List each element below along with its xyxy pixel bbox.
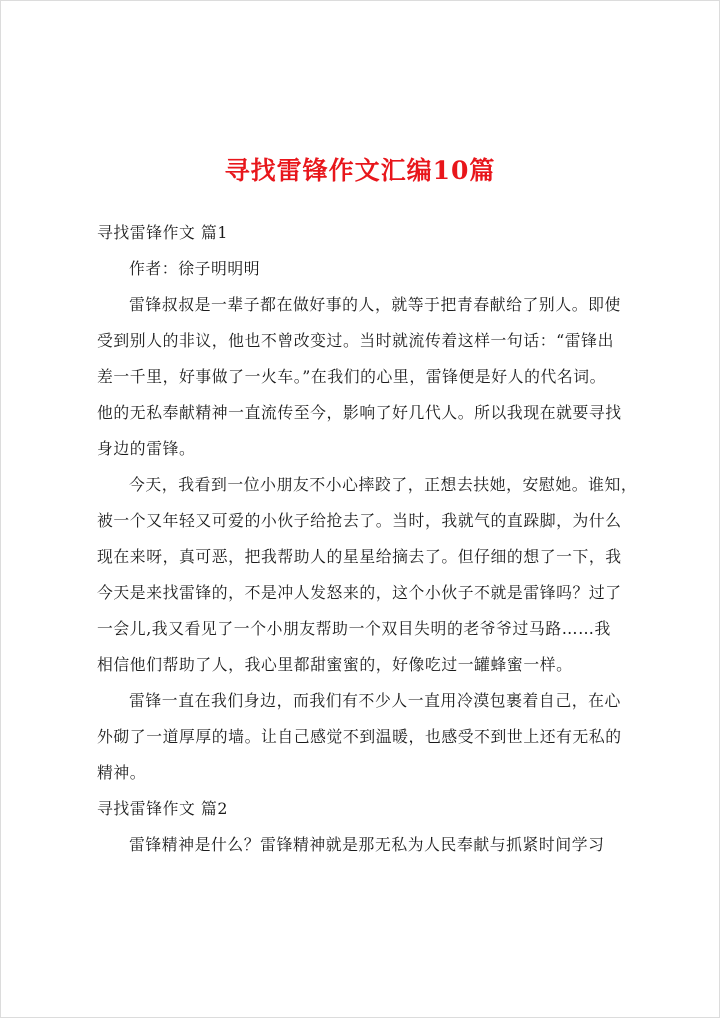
paragraph-line: 雷锋精神是什么？雷锋精神就是那无私为人民奉献与抓紧时间学习 [129, 835, 605, 854]
paragraph-line: 他的无私奉献精神一直流传至今，影响了好几代人。所以我现在就要寻找 [97, 403, 622, 422]
paragraph-line: 今天是来找雷锋的，不是冲人发怒来的，这个小伙子不就是雷锋吗？过了 [97, 583, 622, 602]
paragraph-line: 身边的雷锋。 [97, 439, 196, 458]
paragraph-line: 雷锋叔叔是一辈子都在做好事的人，就等于把青春献给了别人。即使 [129, 295, 621, 314]
paragraph-2 [97, 467, 638, 683]
author-line: 作者：徐子明明明 [129, 259, 261, 278]
paragraph-line: 外砌了一道厚厚的墙。让自己感觉不到温暖，也感受不到世上还有无私的 [97, 727, 622, 746]
section-heading-2: 寻找雷锋作文 篇2 [97, 799, 229, 818]
paragraph-line: 今天，我看到一位小朋友不小心摔跤了，正想去扶她，安慰她。谁知， [129, 475, 638, 494]
paragraph-line: 精神。 [97, 763, 147, 782]
paragraph-1 [97, 287, 633, 467]
paragraph-line: 现在来呀，真可恶，把我帮助人的星星给摘去了。但仔细的想了一下，我 [97, 547, 622, 566]
paragraph-line: 相信他们帮助了人，我心里都甜蜜蜜的，好像吃过一罐蜂蜜一样。 [97, 655, 573, 674]
paragraph-line: 差一千里，好事做了一火车。”在我们的心里，雷锋便是好人的代名词。 [97, 367, 607, 386]
paragraph-line: 一会儿,我又看见了一个小朋友帮助一个双目失明的老爷爷过马路……我 [97, 619, 611, 638]
section-heading-1: 寻找雷锋作文 篇1 [97, 223, 229, 242]
paragraph-line: 被一个又年轻又可爱的小伙子给抢去了。当时，我就气的直跺脚，为什么 [97, 511, 622, 530]
document-body [97, 215, 638, 863]
document-title: 寻找雷锋作文汇编10篇 [224, 156, 496, 185]
paragraph-line: 受到别人的非议，他也不曾改变过。当时就流传着这样一句话：“雷锋出 [97, 331, 614, 350]
paragraph-3 [97, 683, 633, 791]
paragraph-line: 雷锋一直在我们身边，而我们有不少人一直用冷漠包裹着自己，在心 [129, 691, 621, 710]
paragraph-4 [97, 827, 633, 863]
